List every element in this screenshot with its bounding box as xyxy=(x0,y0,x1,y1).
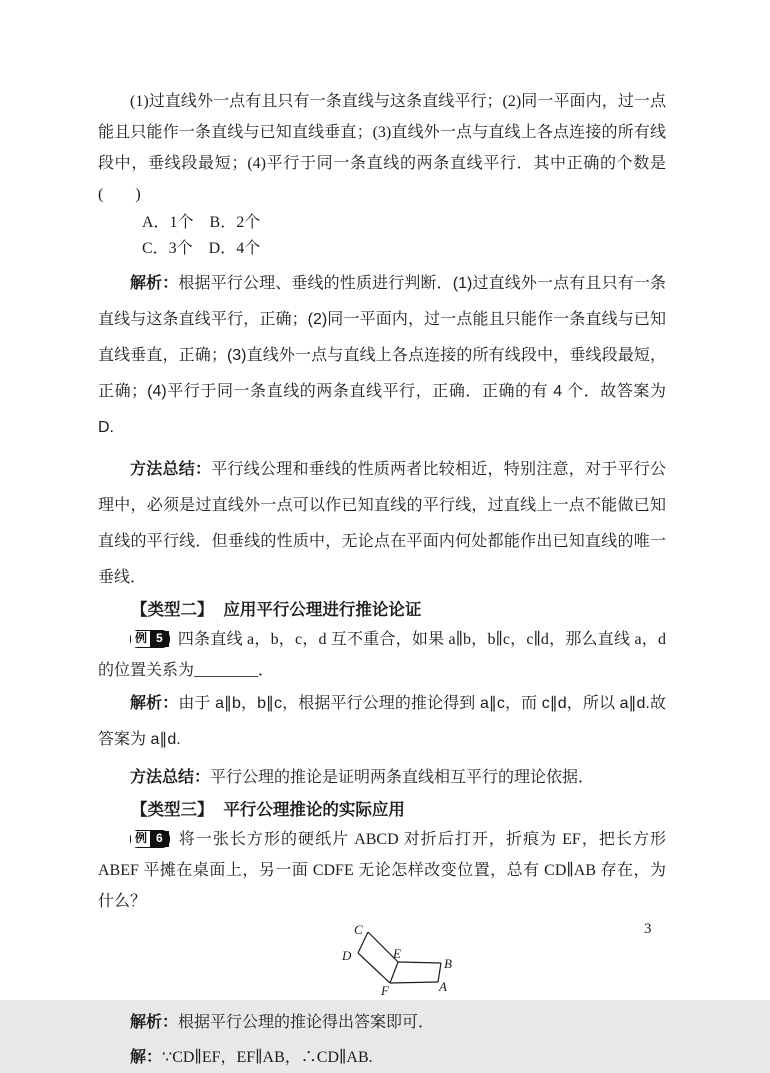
figure-edge-eb xyxy=(398,962,441,963)
analysis-text: 由于 a∥b，b∥c，根据平行公理的推论得到 a∥c，而 c∥d，所以 a∥d.故答案为 a∥d. xyxy=(98,695,666,748)
analysis-paragraph-5 xyxy=(98,686,666,758)
method-summary-label: 方法总结： xyxy=(130,461,212,478)
figure-edge-fe xyxy=(390,962,398,983)
analysis-text: 根据平行公理、垂线的性质进行判断．(1)过直线外一点有且只有一条直线与这条直线平行，正确；(2)同一平面内，过一点能且只能作一条直线与已知直线垂直，正确；(3)直线外一点与直线上各点连接的所有线段中，垂线段最短，正确；(4)平行于同一条直线的两条直线平行，正确．正确的有 4 个．故答案为 D. xyxy=(98,275,666,436)
options-line-ab: A．1个 B．2个 xyxy=(142,214,261,231)
method-summary-text: 平行线公理和垂线的性质两者比较相近，特别注意，对于平行公理中，必须是过直线外一点可以作已知直线的平行线，过直线上一点不能做已知直线的平行线．但垂线的性质中，无论点在平面内何处都能作出已知直线的唯一垂线． xyxy=(98,461,666,586)
example-badge-number: 6 xyxy=(150,831,169,847)
figure-vertex-label-b: B xyxy=(444,956,452,971)
figure-vertex-label-a: A xyxy=(439,979,447,994)
example-5-statement: 四条直线 a，b，c，d 互不重合，如果 a∥b，b∥c，c∥d，那么直线 a，d 的位置关系为________． xyxy=(98,631,666,679)
analysis-label: 解析： xyxy=(130,1014,179,1031)
method-summary-paragraph-1 xyxy=(98,452,666,596)
folded-rectangle-figure xyxy=(335,917,485,1003)
example-6-badge xyxy=(130,830,170,848)
example-badge-char: 例 xyxy=(131,831,150,847)
example-5-paragraph xyxy=(98,624,666,686)
example-6-statement: 将一张长方形的硬纸片 ABCD 对折后打开，折痕为 EF，把长方形 ABEF 平摊在桌面上，另一面 CDFE 无论怎样改变位置，总有 CD∥AB 存在，为什么？ xyxy=(98,831,666,910)
analysis-label: 解析： xyxy=(130,695,179,712)
page-number: 3 xyxy=(644,921,652,937)
problem-statement: (1)过直线外一点有且只有一条直线与这条直线平行；(2)同一平面内，过一点能且只能作一条直线与已知直线垂直；(3)直线外一点与直线上各点连接的所有线段中，垂线段最短；(4)平行于同一条直线的两条直线平行．其中正确的个数是( ) xyxy=(98,93,666,203)
options-line-cd: C．3个 D．4个 xyxy=(142,240,261,257)
category-3-title: 平行公理推论的实际应用 xyxy=(223,801,405,819)
category-heading-2 xyxy=(98,596,666,624)
solution-label: 解： xyxy=(130,1049,163,1066)
analysis-paragraph-6 xyxy=(98,1007,666,1038)
example-badge-char: 例 xyxy=(131,631,150,647)
analysis-label: 解析： xyxy=(130,275,179,292)
category-2-bracket: 【类型二】 xyxy=(131,601,214,619)
figure-edge-df xyxy=(358,953,390,983)
figure-vertex-label-e: E xyxy=(393,946,401,961)
solution-text: ∵CD∥EF，EF∥AB，∴CD∥AB. xyxy=(162,1049,373,1066)
folded-rectangle-svg xyxy=(335,917,485,1003)
figure-vertex-label-c: C xyxy=(354,922,363,937)
analysis-paragraph-1 xyxy=(98,266,666,446)
figure-vertex-label-d: D xyxy=(342,948,352,963)
example-badge-number: 5 xyxy=(150,631,169,647)
example-5-badge xyxy=(130,630,170,648)
example-6-paragraph xyxy=(98,824,666,917)
category-heading-3 xyxy=(98,796,666,824)
category-3-bracket: 【类型三】 xyxy=(131,801,214,819)
analysis-text: 根据平行公理的推论得出答案即可． xyxy=(178,1014,435,1031)
figure-vertex-label-f: F xyxy=(381,983,389,998)
category-2-title: 应用平行公理进行推论论证 xyxy=(223,601,422,619)
figure-edge-af xyxy=(390,982,438,983)
solution-paragraph-6 xyxy=(98,1042,666,1073)
method-summary-text: 平行公理的推论是证明两条直线相互平行的理论依据． xyxy=(210,769,595,786)
method-summary-label: 方法总结： xyxy=(130,769,211,786)
method-summary-paragraph-2 xyxy=(98,760,666,796)
